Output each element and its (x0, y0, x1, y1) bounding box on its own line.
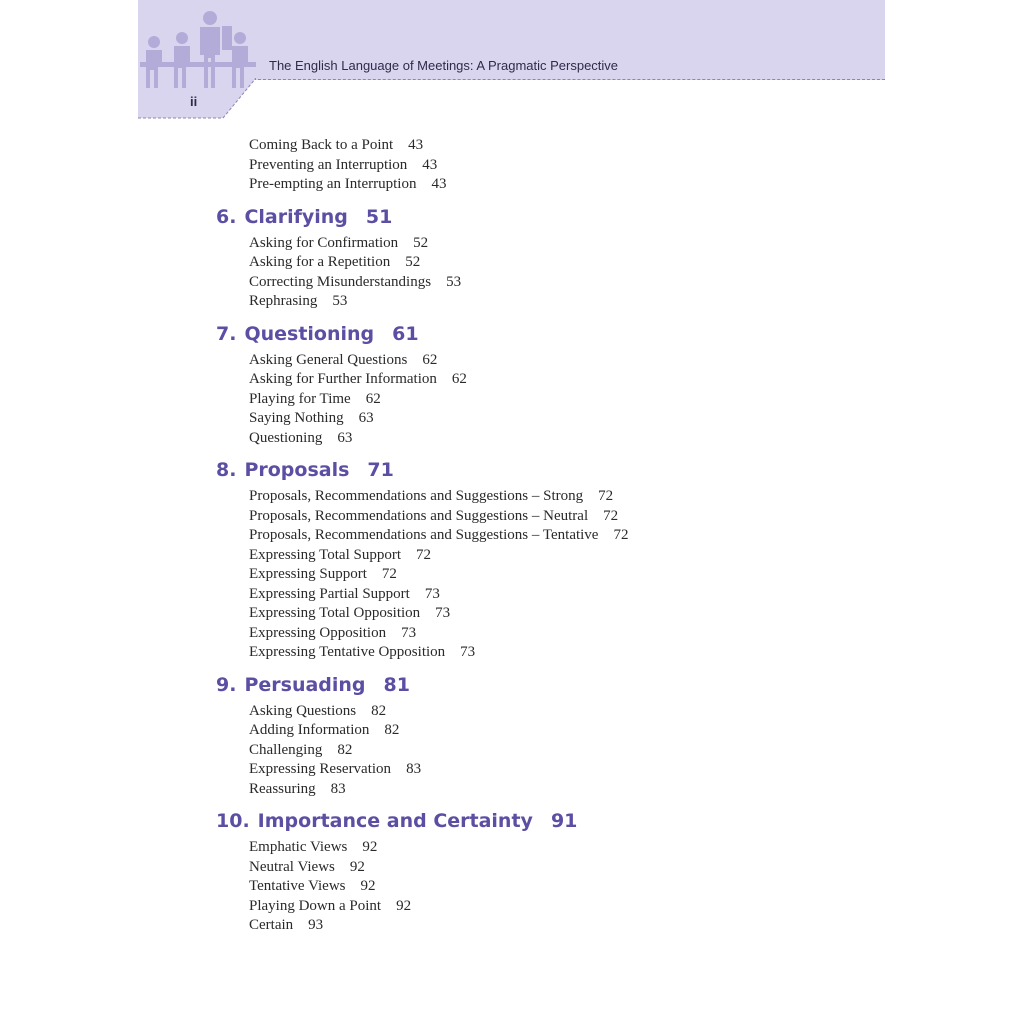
chapter-heading[interactable] (216, 322, 419, 346)
toc-entry-title: Emphatic Views (249, 839, 348, 855)
toc-entry[interactable] (249, 721, 399, 740)
toc-entry-title: Pre-empting an Interruption (249, 176, 417, 192)
toc-entry-page: 92 (362, 839, 378, 855)
chapter-number: 10. (216, 810, 250, 832)
toc-entry-page: 92 (360, 878, 376, 894)
chapter-page: 81 (383, 673, 410, 696)
toc-entry[interactable] (249, 429, 352, 448)
toc-entry-page: 72 (603, 507, 619, 524)
chapter-number: 7. (216, 322, 237, 345)
toc-entry[interactable] (249, 409, 374, 428)
toc-entry[interactable] (249, 507, 618, 526)
toc-entry-title: Asking Questions (249, 702, 357, 719)
toc-entry-title: Expressing Partial Support (249, 585, 410, 602)
toc-entry-title: Adding Information (249, 722, 370, 738)
toc-entry-page: 62 (422, 351, 438, 368)
chapter-number: 9. (216, 673, 237, 696)
toc-entry[interactable] (249, 780, 346, 799)
toc-entry-page: 43 (408, 137, 424, 153)
chapter-title: Clarifying (244, 205, 348, 228)
toc-entry-title: Expressing Total Opposition (249, 605, 421, 621)
toc-entry-page: 93 (308, 917, 324, 933)
toc-entry[interactable] (249, 546, 431, 565)
toc-entry[interactable] (249, 292, 347, 311)
toc-entry-page: 73 (460, 644, 476, 660)
toc-entry-page: 63 (358, 410, 374, 426)
toc-entry-page: 72 (613, 527, 629, 543)
toc-entry[interactable] (249, 136, 423, 155)
toc-entry-page: 72 (598, 488, 614, 504)
toc-entry-page: 82 (384, 722, 400, 738)
toc-entry[interactable] (249, 702, 386, 721)
chapter-page: 51 (365, 205, 393, 228)
toc-entry-title: Challenging (249, 741, 323, 758)
chapter-title: Proposals (244, 459, 350, 481)
toc-entry-title: Saying Nothing (249, 410, 344, 426)
toc-entry-page: 83 (406, 761, 422, 777)
toc-entry-page: 72 (381, 566, 397, 582)
toc-entry-title: Expressing Reservation (249, 761, 392, 777)
book-page (138, 0, 885, 1024)
toc-entry-title: Playing for Time (249, 390, 351, 407)
toc-entry-page: 43 (431, 176, 447, 192)
toc-entry-title: Certain (249, 917, 294, 933)
toc-entry-page: 82 (371, 702, 387, 719)
toc-entry-title: Expressing Support (249, 566, 367, 582)
chapter-heading[interactable] (216, 205, 392, 229)
toc-entry[interactable] (249, 838, 377, 857)
toc-entry[interactable] (249, 858, 365, 877)
toc-entry-page: 73 (435, 605, 451, 621)
toc-entry-title: Proposals, Recommendations and Suggestions – Neutral (249, 507, 589, 524)
toc-entry-page: 62 (365, 390, 381, 407)
toc-entry-title: Reassuring (249, 780, 316, 797)
toc-entry[interactable] (249, 390, 381, 409)
toc-entry[interactable] (249, 175, 446, 194)
toc-entry-title: Asking for a Repetition (249, 254, 391, 270)
chapter-number: 8. (216, 459, 237, 481)
toc-entry-title: Asking General Questions (249, 351, 408, 368)
toc-entry[interactable] (249, 624, 416, 643)
toc-entry[interactable] (249, 585, 440, 604)
toc-entry-title: Asking for Further Information (249, 371, 437, 387)
chapter-number: 6. (216, 205, 237, 228)
chapter-page: 71 (367, 459, 394, 481)
chapter-title: Persuading (244, 673, 366, 696)
toc-entry-title: Expressing Tentative Opposition (249, 644, 446, 660)
toc-entry[interactable] (249, 897, 411, 916)
toc-entry-title: Expressing Total Support (249, 546, 401, 563)
toc-entry-title: Tentative Views (249, 878, 346, 894)
toc-entry-title: Preventing an Interruption (249, 156, 408, 173)
toc-entry-page: 53 (446, 273, 462, 290)
toc-entry-title: Expressing Opposition (249, 624, 387, 641)
toc-entry-page: 63 (337, 429, 353, 446)
toc-entry[interactable] (249, 565, 397, 584)
toc-entry-page: 62 (451, 371, 467, 387)
toc-entry[interactable] (249, 487, 613, 506)
toc-entry[interactable] (249, 760, 421, 779)
toc-entry-title: Rephrasing (249, 293, 318, 309)
toc-entry-page: 92 (396, 897, 412, 914)
toc-entry-page: 92 (349, 858, 365, 875)
chapter-heading[interactable] (216, 458, 394, 482)
toc-entry[interactable] (249, 643, 475, 662)
toc-entry-title: Neutral Views (249, 858, 335, 875)
chapter-page: 61 (392, 322, 419, 345)
running-header-title: The English Language of Meetings: A Pragmatic Perspective (269, 58, 619, 73)
chapter-title: Questioning (244, 322, 375, 345)
page-number: ii (190, 94, 198, 109)
toc-entry[interactable] (249, 604, 450, 623)
toc-entry-title: Correcting Misunderstandings (249, 273, 432, 290)
chapter-heading[interactable] (216, 809, 577, 833)
toc-entry-title: Asking for Confirmation (249, 234, 399, 251)
toc-entry[interactable] (249, 916, 323, 935)
toc-entry-page: 52 (413, 234, 429, 251)
toc-entry[interactable] (249, 273, 461, 292)
toc-entry-page: 72 (416, 546, 431, 563)
toc-entry[interactable] (249, 253, 420, 272)
toc-entry[interactable] (249, 156, 437, 175)
chapter-page: 91 (550, 810, 578, 832)
toc-entry-title: Playing Down a Point (249, 897, 382, 914)
toc-entry-title: Proposals, Recommendations and Suggestions – Tentative (249, 527, 599, 543)
table-of-contents (138, 0, 885, 1024)
toc-entry[interactable] (249, 370, 467, 389)
toc-entry[interactable] (249, 877, 376, 896)
toc-entry-page: 43 (422, 156, 438, 173)
toc-entry-page: 53 (332, 293, 348, 309)
chapter-heading[interactable] (216, 673, 410, 697)
toc-entry[interactable] (249, 526, 628, 545)
toc-entry-title: Questioning (249, 429, 323, 446)
toc-entry[interactable] (249, 351, 437, 370)
toc-entry-title: Proposals, Recommendations and Suggestions – Strong (249, 488, 584, 504)
toc-entry-page: 82 (337, 741, 353, 758)
toc-entry-title: Coming Back to a Point (249, 137, 394, 153)
toc-entry[interactable] (249, 234, 428, 253)
chapter-title: Importance and Certainty (257, 810, 533, 832)
toc-entry-page: 73 (424, 585, 440, 602)
toc-entry-page: 83 (330, 780, 346, 797)
toc-entry[interactable] (249, 741, 352, 760)
toc-entry-page: 52 (405, 254, 421, 270)
toc-entry-page: 73 (401, 624, 417, 641)
